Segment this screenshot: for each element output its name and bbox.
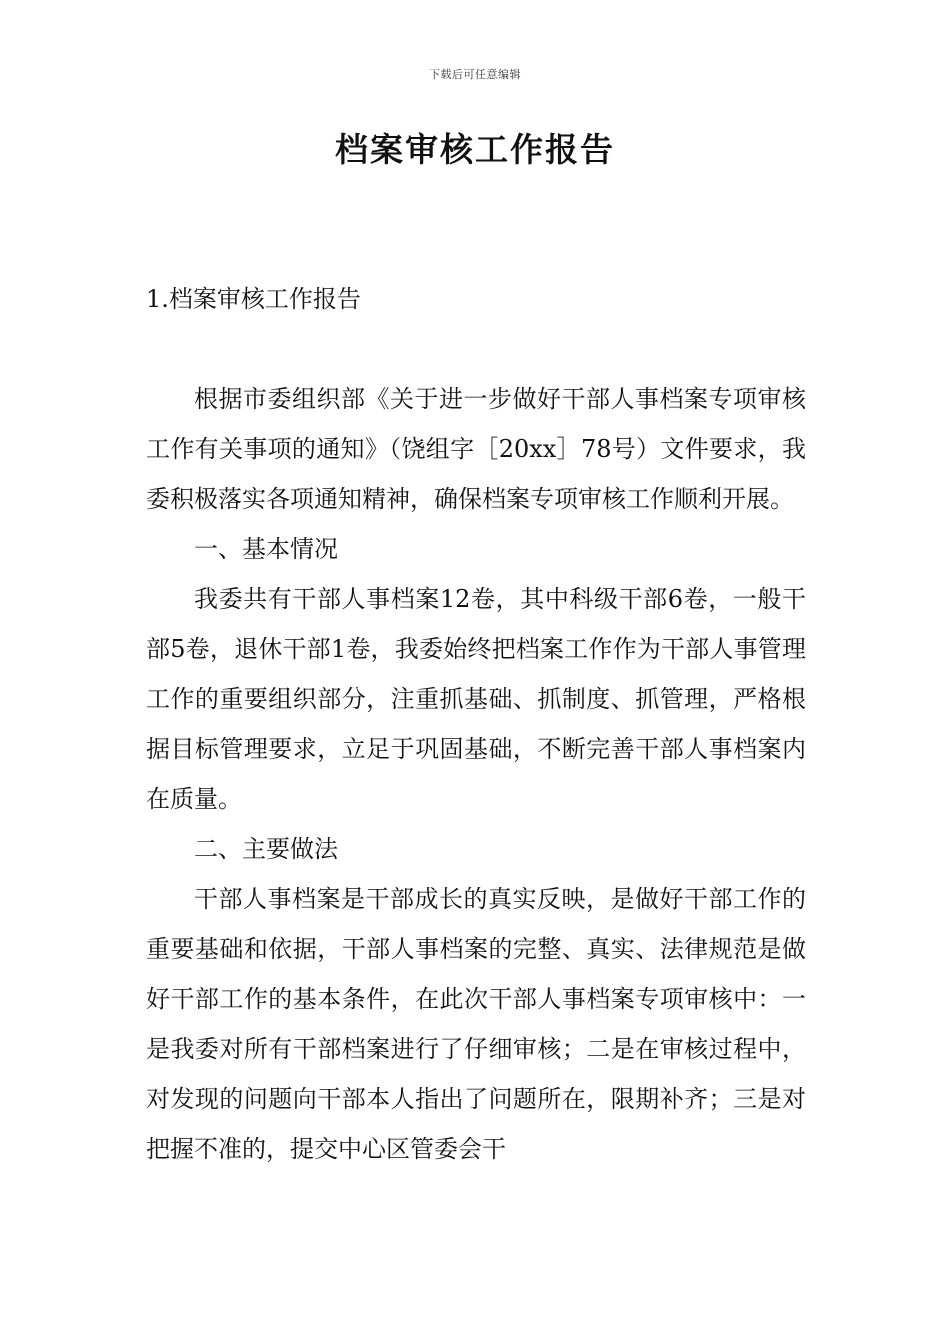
subheading-main-practices: 二、主要做法 — [194, 835, 338, 863]
subheading-basic-situation: 一、基本情况 — [194, 535, 338, 563]
header-note: 下载后可任意编辑 — [429, 68, 521, 81]
main-practices-paragraph: 干部人事档案是干部成长的真实反映，是做好干部工作的重要基础和依据，干部人事档案的完整、真实、法律规范是做好干部工作的基本条件，在此次干部人事档案专项审核中：一是我委对所有干部档案进行了仔细审核；二是在审核过程中，对发现的问题向干部本人指出了问题所在，限期补齐；三是对把握不准的，提交中心区管委会干 — [146, 885, 806, 1163]
document-title: 档案审核工作报告 — [335, 130, 615, 169]
section-heading: 1.档案审核工作报告 — [146, 285, 361, 313]
basic-situation-paragraph: 我委共有干部人事档案12卷，其中科级干部6卷，一般干部5卷，退休干部1卷，我委始终把档案工作作为干部人事管理工作的重要组织部分，注重抓基础、抓制度、抓管理，严格根据目标管理要求，立足于巩固基础，不断完善干部人事档案内在质量。 — [146, 585, 806, 813]
document-body — [146, 374, 806, 1174]
intro-paragraph: 根据市委组织部《关于进一步做好干部人事档案专项审核工作有关事项的通知》（饶组字［20xx］78号）文件要求，我委积极落实各项通知精神，确保档案专项审核工作顺利开展。 — [146, 385, 806, 513]
